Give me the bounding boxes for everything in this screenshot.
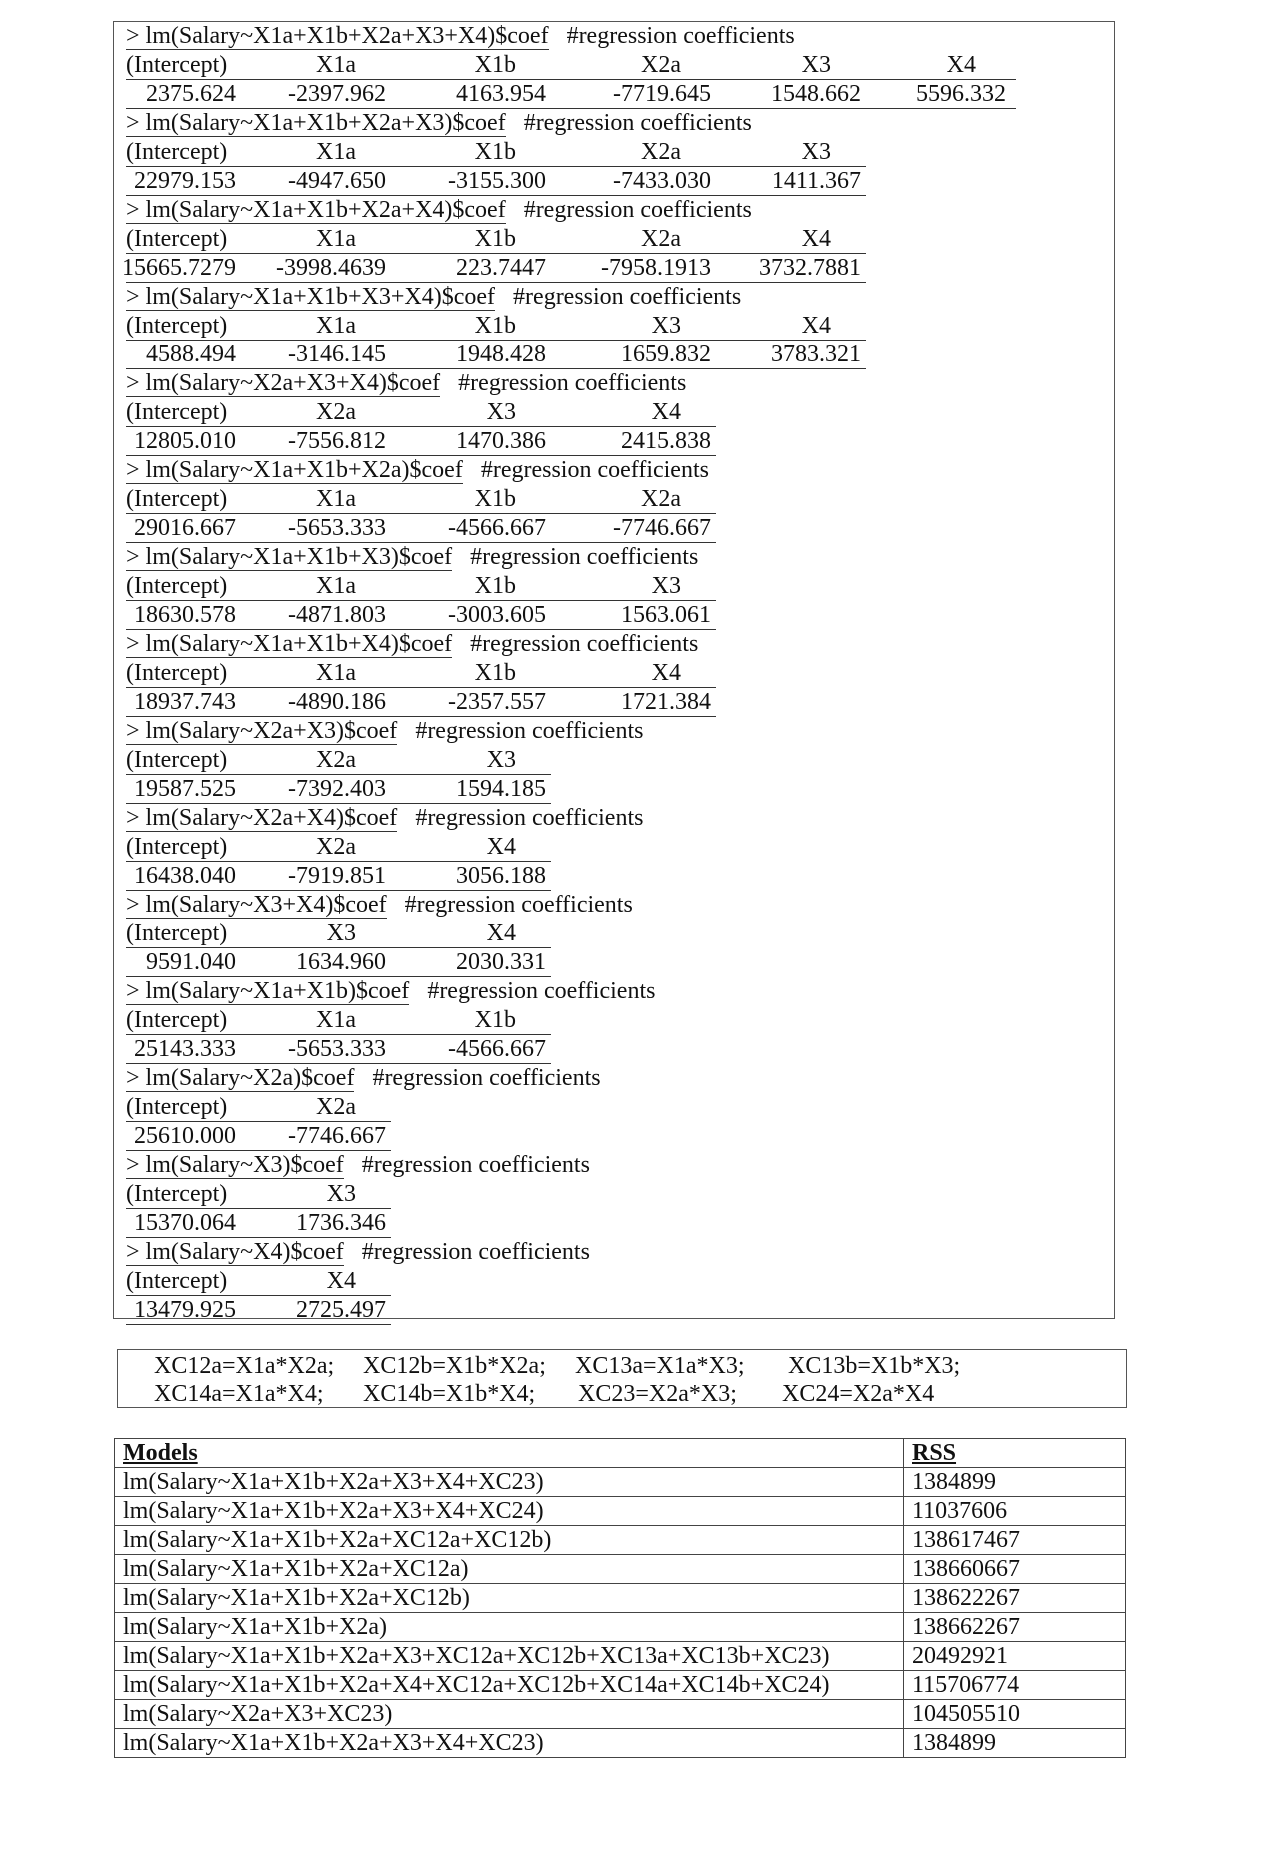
coef-name: X2a [641,51,681,78]
coef-name: X1a [316,1007,356,1034]
coef-name: X3 [651,573,681,600]
r-comment: #regression coefficients [523,196,752,223]
coef-name: (Intercept) [126,746,228,773]
r-command-line [126,804,643,833]
definition-item: XC14b=X1b*X4; [363,1381,536,1407]
coef-value: -7556.812 [288,428,386,455]
rss-value: 1384899 [904,1729,1126,1758]
coef-name: X1a [316,51,356,78]
coef-value: 15665.7279 [122,254,236,281]
r-command: > lm(Salary~X3+X4)$coef [126,891,387,918]
definition-item: XC23=X2a*X3; [578,1381,737,1407]
coef-names-row [126,746,551,775]
definition-item: XC14a=X1a*X4; [154,1381,324,1407]
coef-value: 1721.384 [621,688,711,715]
coef-name: X2a [316,746,356,773]
coef-name: X1b [474,138,516,165]
coef-value: 12805.010 [134,428,236,455]
model-formula: lm(Salary~X1a+X1b+X2a+X4+XC12a+XC12b+XC14a+XC14b+XC24) [115,1671,904,1700]
coef-values-row [126,1035,551,1064]
definition-row [118,1352,1126,1380]
coef-value: 2415.838 [621,428,711,455]
model-formula: lm(Salary~X1a+X1b+X2a) [115,1613,904,1642]
coef-name: (Intercept) [126,833,228,860]
coef-name: X1b [474,1007,516,1034]
r-comment: #regression coefficients [415,804,644,831]
coef-name: X2a [316,399,356,426]
coef-name: (Intercept) [126,138,228,165]
coef-names-row [126,1006,551,1035]
r-command-line [126,543,698,572]
r-comment: #regression coefficients [513,283,742,310]
coef-name: (Intercept) [126,225,228,252]
r-command-line [126,196,752,225]
coef-value: -7746.667 [288,1123,386,1150]
coef-value: -3155.300 [448,167,546,194]
coef-name: X4 [651,399,681,426]
coef-name: (Intercept) [126,1267,228,1294]
coef-name: X3 [326,1181,356,1207]
rss-value: 11037606 [904,1497,1126,1526]
r-command: > lm(Salary~X2a+X3)$coef [126,717,398,744]
r-command: > lm(Salary~X1a+X1b)$coef [126,978,410,1005]
coef-values-row [126,1209,391,1238]
model-formula: lm(Salary~X1a+X1b+X2a+X3+X4+XC23) [115,1729,904,1758]
rss-value: 138617467 [904,1526,1126,1555]
coef-name: X4 [801,312,831,339]
coef-value: -7392.403 [288,775,386,802]
coef-value: 22979.153 [134,167,236,194]
definition-item: XC24=X2a*X4 [782,1381,935,1407]
definition-item: XC12b=X1b*X2a; [363,1353,546,1379]
coef-name: X3 [486,746,516,773]
coef-name: (Intercept) [126,659,228,686]
r-command: > lm(Salary~X1a+X1b+X2a)$coef [126,457,463,484]
coef-names-row [126,51,1016,80]
rss-value: 1384899 [904,1468,1126,1497]
coef-name: X1a [316,138,356,165]
coef-value: 19587.525 [134,775,236,802]
coef-values-row [126,1296,391,1325]
coef-names-row [126,919,551,948]
r-command: > lm(Salary~X1a+X1b+X2a+X3)$coef [126,109,506,136]
coef-values-row [126,427,716,456]
coef-values-row [126,80,1016,109]
coef-name: X1b [474,486,516,513]
coef-name: X4 [486,833,516,860]
coef-value: -3998.4639 [276,254,386,281]
coef-name: (Intercept) [126,573,228,600]
r-command-line [126,717,643,746]
coef-name: X3 [651,312,681,339]
coef-value: 15370.064 [134,1209,236,1236]
coef-value: 4588.494 [146,341,236,368]
coef-name: X4 [801,225,831,252]
rss-value: 138660667 [904,1555,1126,1584]
coef-value: 3783.321 [771,341,861,368]
coef-value: 4163.954 [456,80,546,107]
coef-name: X4 [486,920,516,947]
r-output-panel [113,21,1115,1323]
coef-name: (Intercept) [126,399,228,426]
model-formula: lm(Salary~X1a+X1b+X2a+X3+XC12a+XC12b+XC13a+XC13b+XC23) [115,1642,904,1671]
model-formula: lm(Salary~X2a+X3+XC23) [115,1700,904,1729]
coef-value: -7746.667 [613,515,711,542]
table-row [115,1526,1126,1555]
r-command: > lm(Salary~X3)$coef [126,1152,344,1179]
table-row [115,1613,1126,1642]
rss-table-header [115,1439,1126,1468]
coef-value: 1548.662 [771,80,861,107]
coef-name: X2a [641,486,681,513]
coef-value: -7433.030 [613,167,711,194]
coef-names-row [126,398,716,427]
rss-value: 115706774 [904,1671,1126,1700]
coef-names-row [126,1093,391,1122]
coef-values-row [126,167,866,196]
r-comment: #regression coefficients [480,457,709,484]
model-formula: lm(Salary~X1a+X1b+X2a+X3+X4+XC23) [115,1468,904,1497]
table-row [115,1642,1126,1671]
coef-value: 1948.428 [456,341,546,368]
coef-name: X1b [474,51,516,78]
coef-value: 1594.185 [456,775,546,802]
r-comment: #regression coefficients [415,717,644,744]
coef-value: 29016.667 [134,515,236,542]
table-row [115,1700,1126,1729]
coef-name: X4 [651,659,681,686]
r-command: > lm(Salary~X1a+X1b+X4)$coef [126,630,453,657]
coef-names-row [126,659,716,688]
coef-name: (Intercept) [126,1094,228,1121]
table-row [115,1468,1126,1497]
r-comment: #regression coefficients [372,1065,601,1092]
coef-name: X2a [316,1094,356,1121]
r-command: > lm(Salary~X1a+X1b+X2a+X3+X4)$coef [126,23,549,49]
model-formula: lm(Salary~X1a+X1b+X2a+X3+X4+XC24) [115,1497,904,1526]
coef-name: X1a [316,573,356,600]
model-formula: lm(Salary~X1a+X1b+X2a+XC12a) [115,1555,904,1584]
coef-value: 1736.346 [296,1209,386,1236]
coef-names-row [126,312,866,341]
r-command-line [126,1151,590,1180]
rss-value: 20492921 [904,1642,1126,1671]
r-command: > lm(Salary~X2a+X4)$coef [126,804,398,831]
definition-row [118,1380,1126,1408]
coef-names-row [126,1267,391,1296]
r-command: > lm(Salary~X1a+X1b+X3)$coef [126,544,453,571]
coef-name: X3 [801,51,831,78]
r-command-line [126,283,741,312]
coef-name: (Intercept) [126,312,228,339]
r-command-line [126,22,795,51]
r-command-line [126,891,633,920]
r-command-line [126,630,698,659]
coef-value: 2725.497 [296,1296,386,1323]
coef-value: -4566.667 [448,515,546,542]
interaction-definitions-panel [117,1349,1127,1408]
coef-name: X3 [326,920,356,947]
r-comment: #regression coefficients [427,978,656,1005]
r-command: > lm(Salary~X4)$coef [126,1238,344,1265]
coef-value: -2357.557 [448,688,546,715]
coef-values-row [126,775,551,804]
coef-value: 1470.386 [456,428,546,455]
coef-name: X2a [641,225,681,252]
coef-values-row [126,340,866,369]
r-comment: #regression coefficients [470,544,699,571]
coef-value: 16438.040 [134,862,236,889]
r-command: > lm(Salary~X1a+X1b+X3+X4)$coef [126,283,496,310]
rss-value: 138662267 [904,1613,1126,1642]
coef-value: -3003.605 [448,602,546,628]
r-comment: #regression coefficients [458,370,687,397]
table-row [115,1584,1126,1613]
r-command: > lm(Salary~X2a)$coef [126,1065,355,1092]
coef-name: X4 [326,1267,356,1294]
r-command-line [126,977,655,1006]
header-models: Models [115,1439,904,1468]
coef-value: -5653.333 [288,515,386,542]
coef-name: (Intercept) [126,1181,228,1207]
coef-value: 1563.061 [621,602,711,628]
coef-value: 2030.331 [456,949,546,976]
r-comment: #regression coefficients [361,1152,590,1179]
coef-name: X1a [316,659,356,686]
table-row [115,1555,1126,1584]
definition-item: XC12a=X1a*X2a; [154,1353,335,1379]
r-command: > lm(Salary~X1a+X1b+X2a+X4)$coef [126,196,506,223]
coef-name: X1a [316,225,356,252]
definition-item: XC13b=X1b*X3; [788,1353,961,1379]
coef-value: -2397.962 [288,80,386,107]
coef-value: -7958.1913 [601,254,711,281]
coef-name: X1b [474,659,516,686]
r-comment: #regression coefficients [361,1238,590,1265]
coef-value: -7919.851 [288,862,386,889]
coef-value: -4947.650 [288,167,386,194]
coef-value: 25143.333 [134,1036,236,1063]
coef-value: 5596.332 [916,80,1006,107]
coef-values-row [122,254,866,283]
coef-name: X1b [474,225,516,252]
coef-values-row [126,688,716,717]
r-comment: #regression coefficients [470,630,699,657]
coef-value: 18630.578 [134,602,236,628]
coef-value: 1411.367 [771,167,861,194]
coef-value: -4566.667 [448,1036,546,1063]
table-row [115,1729,1126,1758]
r-command-line [126,456,709,485]
coef-value: -4890.186 [288,688,386,715]
coef-names-row [126,833,551,862]
table-row [115,1497,1126,1526]
coef-value: -3146.145 [288,341,386,368]
coef-value: 223.7447 [456,254,546,281]
coef-value: 2375.624 [146,80,236,107]
model-formula: lm(Salary~X1a+X1b+X2a+XC12a+XC12b) [115,1526,904,1555]
r-command-line [126,1238,590,1267]
coef-values-row [126,862,551,891]
rss-value: 138622267 [904,1584,1126,1613]
coef-name: X4 [946,51,976,78]
r-command-line [126,369,686,398]
coef-name: X1b [474,573,516,600]
r-command: > lm(Salary~X2a+X3+X4)$coef [126,370,441,397]
coef-name: (Intercept) [126,1007,228,1034]
coef-value: -4871.803 [288,602,386,628]
r-comment: #regression coefficients [523,109,752,136]
coef-value: -7719.645 [613,80,711,107]
coef-value: -5653.333 [288,1036,386,1063]
coef-values-row [126,514,716,543]
coef-name: X1b [474,312,516,339]
coef-value: 3056.188 [456,862,546,889]
coef-values-row [126,601,716,630]
r-command-line [126,109,752,138]
coef-name: X1a [316,312,356,339]
coef-value: 1659.832 [621,341,711,368]
model-formula: lm(Salary~X1a+X1b+X2a+XC12b) [115,1584,904,1613]
r-comment: #regression coefficients [404,891,633,918]
coef-name: (Intercept) [126,486,228,513]
coef-value: 25610.000 [134,1123,236,1150]
coef-values-row [126,948,551,977]
coef-names-row [126,485,716,514]
r-command-line [126,1064,601,1093]
coef-name: (Intercept) [126,920,228,947]
rss-table [114,1438,1126,1758]
coef-value: 9591.040 [146,949,236,976]
coef-value: 3732.7881 [759,254,861,281]
r-comment: #regression coefficients [566,23,795,49]
header-rss: RSS [904,1439,1126,1468]
coef-value: 18937.743 [134,688,236,715]
rss-value: 104505510 [904,1700,1126,1729]
coef-name: X2a [316,833,356,860]
coef-name: X3 [801,138,831,165]
coef-value: 13479.925 [134,1296,236,1323]
definition-item: XC13a=X1a*X3; [575,1353,745,1379]
coef-name: (Intercept) [126,51,228,78]
coef-name: X1a [316,486,356,513]
coef-names-row [126,225,866,254]
coef-name: X2a [641,138,681,165]
coef-names-row [126,572,716,601]
coef-name: X3 [486,399,516,426]
coef-values-row [126,1122,391,1151]
coef-names-row [126,138,866,167]
coef-names-row [126,1180,391,1209]
table-row [115,1671,1126,1700]
coef-value: 1634.960 [296,949,386,976]
